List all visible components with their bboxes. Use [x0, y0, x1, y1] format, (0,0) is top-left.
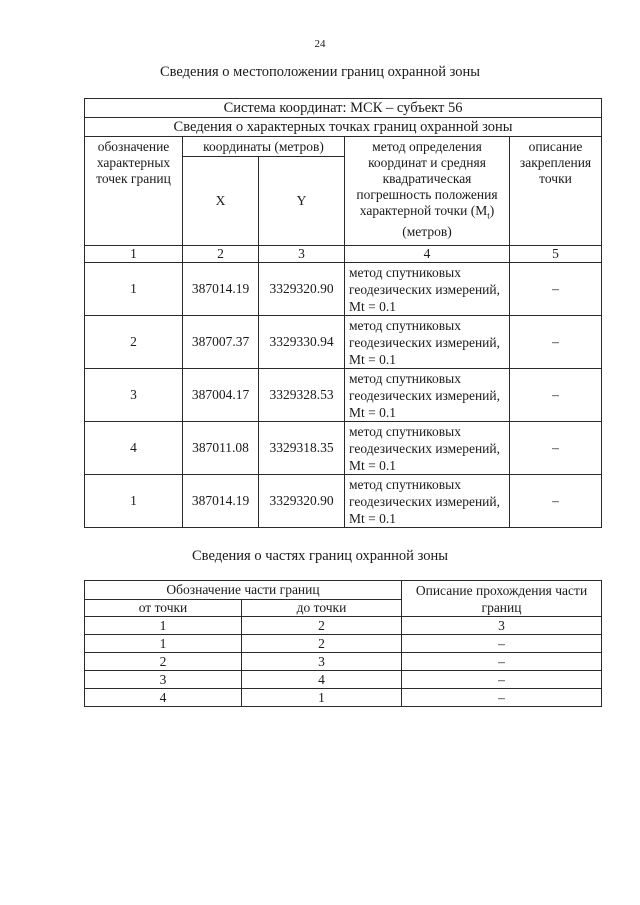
from-cell: 3: [85, 671, 242, 689]
section-title-boundary-parts: Сведения о частях границ охранной зоны: [192, 548, 448, 564]
header-method-unit: ) (метров): [402, 203, 495, 239]
x-cell: 387007.37: [183, 316, 259, 369]
y-cell: 3329318.35: [259, 422, 345, 475]
table-row: [85, 635, 602, 653]
fixing-cell: –: [510, 369, 602, 422]
header-method-subscript: t: [487, 210, 490, 221]
table-row: [85, 475, 602, 528]
column-numbers-row: [85, 617, 602, 635]
header-row: [85, 137, 602, 157]
from-cell: 4: [85, 689, 242, 707]
column-number: 5: [510, 246, 602, 263]
method-cell: метод спутниковых геодезических измерений, Mt = 0.1: [345, 369, 510, 422]
description-cell: –: [402, 671, 602, 689]
description-cell: –: [402, 689, 602, 707]
from-cell: 1: [85, 635, 242, 653]
coordinate-system-row: [85, 99, 602, 118]
to-cell: 1: [242, 689, 402, 707]
description-cell: –: [402, 635, 602, 653]
fixing-cell: –: [510, 422, 602, 475]
table-subtitle-cell: Сведения о характерных точках границ охранной зоны: [85, 118, 602, 137]
y-cell: 3329320.90: [259, 263, 345, 316]
x-cell: 387011.08: [183, 422, 259, 475]
table-row: [85, 422, 602, 475]
table-row: [85, 653, 602, 671]
to-cell: 3: [242, 653, 402, 671]
from-cell: 2: [85, 653, 242, 671]
point-cell: 1: [85, 475, 183, 528]
fixing-cell: –: [510, 316, 602, 369]
header-x: X: [183, 157, 259, 246]
table-subtitle-row: [85, 118, 602, 137]
header-coordinates: координаты (метров): [183, 137, 345, 157]
column-numbers-row: [85, 246, 602, 263]
column-number: 2: [183, 246, 259, 263]
coordinate-system-cell: Система координат: МСК – субъект 56: [85, 99, 602, 118]
page-number: 24: [314, 38, 326, 50]
header-fixing-description: описание закрепления точки: [510, 137, 602, 246]
point-cell: 3: [85, 369, 183, 422]
method-cell: метод спутниковых геодезических измерений, Mt = 0.1: [345, 316, 510, 369]
header-method-text: метод определения координат и средняя квадратическая погрешность положения характерной точки (M: [356, 139, 498, 218]
to-cell: 2: [242, 635, 402, 653]
header-method: [345, 137, 510, 246]
x-cell: 387014.19: [183, 475, 259, 528]
table-row: [85, 316, 602, 369]
table-row: [85, 689, 602, 707]
column-number: 2: [242, 617, 402, 635]
table-row: [85, 263, 602, 316]
x-cell: 387004.17: [183, 369, 259, 422]
to-cell: 4: [242, 671, 402, 689]
fixing-cell: –: [510, 263, 602, 316]
table-row: [85, 671, 602, 689]
header-row: [85, 581, 602, 600]
column-number: 1: [85, 246, 183, 263]
y-cell: 3329330.94: [259, 316, 345, 369]
boundary-parts-table: [84, 580, 602, 707]
table-row: [85, 369, 602, 422]
method-cell: метод спутниковых геодезических измерений, Mt = 0.1: [345, 263, 510, 316]
header-y: Y: [259, 157, 345, 246]
fixing-cell: –: [510, 475, 602, 528]
section-title-boundary-location: Сведения о местоположении границ охранной зоны: [159, 64, 480, 80]
header-from-point: от точки: [85, 600, 242, 617]
point-cell: 1: [85, 263, 183, 316]
column-number: 3: [259, 246, 345, 263]
column-number: 1: [85, 617, 242, 635]
column-number: 3: [402, 617, 602, 635]
header-part-designation: Обозначение части границ: [85, 581, 402, 600]
description-cell: –: [402, 653, 602, 671]
point-cell: 4: [85, 422, 183, 475]
method-cell: метод спутниковых геодезических измерений, Mt = 0.1: [345, 475, 510, 528]
point-cell: 2: [85, 316, 183, 369]
header-point-designation: обозначение характерных точек границ: [85, 137, 183, 246]
characteristic-points-table: [84, 98, 602, 528]
header-passage-description: Описание прохождения части границ: [402, 581, 602, 617]
x-cell: 387014.19: [183, 263, 259, 316]
method-cell: метод спутниковых геодезических измерений, Mt = 0.1: [345, 422, 510, 475]
y-cell: 3329320.90: [259, 475, 345, 528]
header-to-point: до точки: [242, 600, 402, 617]
y-cell: 3329328.53: [259, 369, 345, 422]
column-number: 4: [345, 246, 510, 263]
